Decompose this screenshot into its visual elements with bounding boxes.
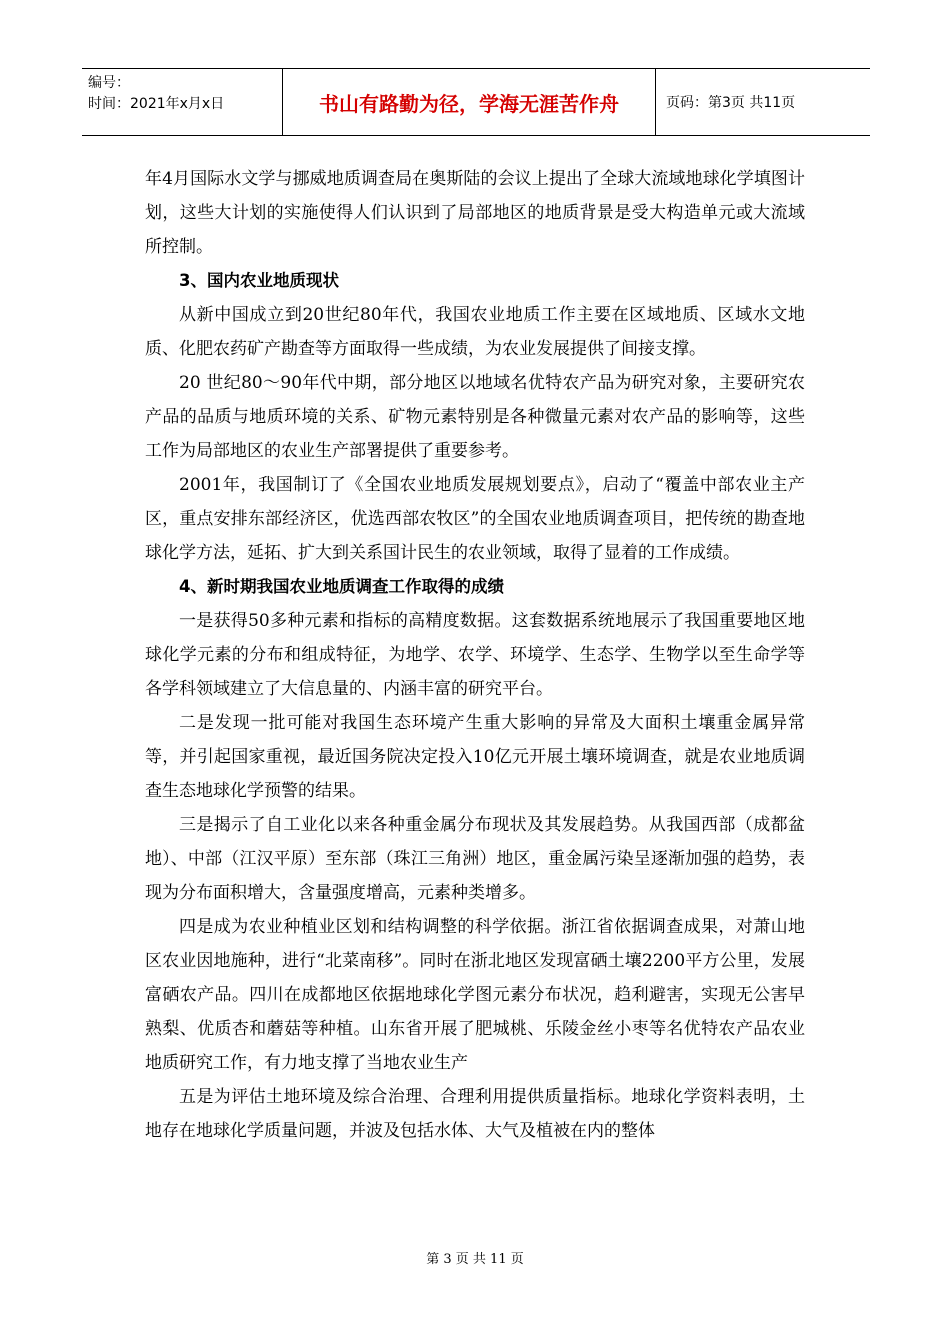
paragraph: 一是获得50多种元素和指标的高精度数据。这套数据系统地展示了我国重要地区地球化学元素的分布和组成特征，为地学、农学、环境学、生态学、生物学以至生命学等各学科领域建立了大信息量的、内涵丰富的研究平台。 xyxy=(145,611,805,699)
paragraph: 四是成为农业种植业区划和结构调整的科学依据。浙江省依据调查成果，对萧山地区农业因地施种，进行“北菜南移”。同时在浙北地区发现富硒土壤2200平方公里，发展富硒农产品。四川在成都地区依据地球化学图元素分布状况，趋利避害，实现无公害早熟梨、优质杏和蘑菇等种植。山东省开展了肥城桃、乐陵金丝小枣等名优特农产品农业地质研究工作，有力地支撑了当地农业生产 xyxy=(145,917,805,1073)
paragraph: 三是揭示了自工业化以来各种重金属分布现状及其发展趋势。从我国西部（成都盆地）、中部（江汉平原）至东部（珠江三角洲）地区，重金属污染呈逐渐加强的趋势，表现为分布面积增大，含量强度增高，元素种类增多。 xyxy=(145,815,805,903)
paragraph: 从新中国成立到20世纪80年代，我国农业地质工作主要在区域地质、区域水文地质、化肥农药矿产勘查等方面取得一些成绩，为农业发展提供了间接支撑。 xyxy=(145,305,805,359)
document-date-label: 时间：2021年x月x日 xyxy=(88,96,225,112)
paragraph: 年4月国际水文学与挪威地质调查局在奥斯陆的会议上提出了全球大流域地球化学填图计划，这些大计划的实施使得人们认识到了局部地区的地质背景是受大构造单元或大流域所控制。 xyxy=(145,169,805,257)
section-heading: 3、国内农业地质现状 xyxy=(179,271,339,290)
section-heading: 4、新时期我国农业地质调查工作取得的成绩 xyxy=(179,577,504,596)
page-header xyxy=(82,68,870,136)
header-meta xyxy=(82,69,282,135)
header-motto: 书山有路勤为径，学海无涯苦作舟 xyxy=(282,69,656,135)
paragraph: 二是发现一批可能对我国生态环境产生重大影响的异常及大面积土壤重金属异常等，并引起国家重视，最近国务院决定投入10亿元开展土壤环境调查，就是农业地质调查生态地球化学预警的结果。 xyxy=(145,713,805,801)
page-footer: 第 3 页 共 11 页 xyxy=(426,1252,524,1267)
paragraph: 五是为评估土地环境及综合治理、合理利用提供质量指标。地球化学资料表明，土地存在地球化学质量问题，并波及包括水体、大气及植被在内的整体 xyxy=(145,1087,805,1141)
document-body xyxy=(145,162,805,1148)
paragraph: 2001年，我国制订了《全国农业地质发展规划要点》，启动了“覆盖中部农业主产区，重点安排东部经济区，优选西部农牧区”的全国农业地质调查项目，把传统的勘查地球化学方法，延拓、扩大到关系国计民生的农业领域，取得了显着的工作成绩。 xyxy=(145,475,805,563)
header-page-number: 页码：第3页 共11页 xyxy=(666,95,796,111)
document-number-label: 编号： xyxy=(88,75,130,91)
paragraph: 20 世纪80～90年代中期，部分地区以地域名优特农产品为研究对象，主要研究农产品的品质与地质环境的关系、矿物元素特别是各种微量元素对农产品的影响等，这些工作为局部地区的农业生产部署提供了重要参考。 xyxy=(145,373,805,461)
